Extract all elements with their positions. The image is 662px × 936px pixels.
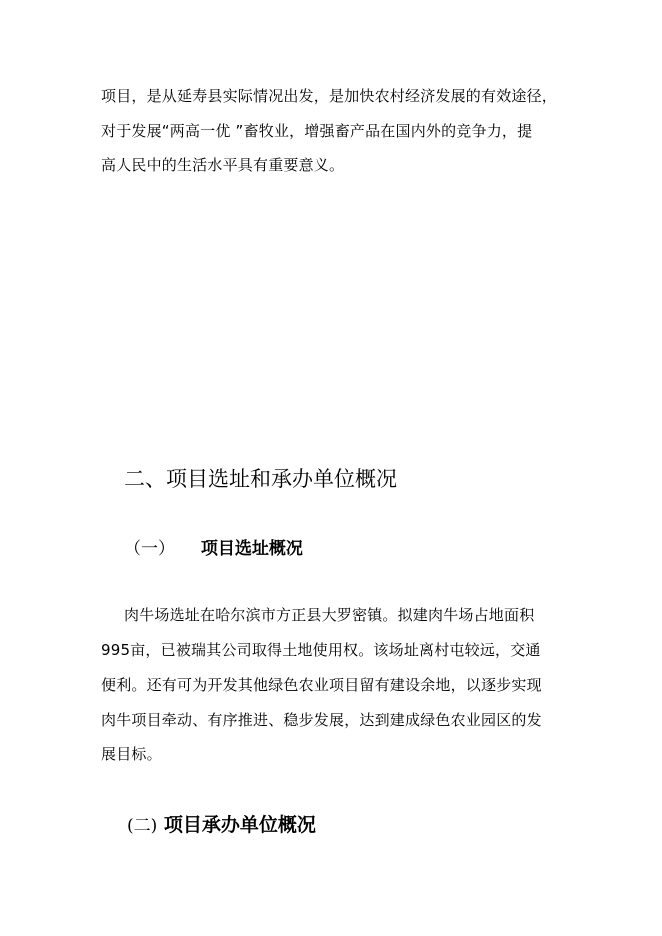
body-line-4: 肉牛项目牵动、有序推进、稳步发展，达到建成绿色农业园区的发 [101, 711, 542, 729]
body-line-1: 肉牛场选址在哈尔滨市方正县大罗密镇。拟建肉牛场占地面积 [124, 606, 535, 624]
subsection-1-title: 项目选址概况 [200, 539, 303, 559]
subsection-2-title: 项目承办单位概况 [163, 814, 316, 836]
body-line-3: 便利。还有可为开发其他绿色农业项目留有建设余地，以逐步实现 [101, 676, 542, 694]
subsection-2-number: (二) [127, 816, 158, 836]
section-heading: 二、项目选址和承办单位概况 [124, 467, 397, 491]
intro-line-3: 高人民中的生活水平具有重要意义。 [101, 156, 345, 174]
subsection-1-number: （一） [124, 539, 175, 559]
body-line-5: 展目标。 [101, 745, 162, 763]
subsection-1-heading [124, 537, 303, 561]
intro-line-1: 项目，是从延寿县实际情况出发，是加快农村经济发展的有效途径， [101, 87, 558, 105]
subsection-2-heading [127, 812, 316, 839]
intro-line-2: 对于发展“两高一优 ”畜牧业，增强畜产品在国内外的竞争力，提 [101, 122, 533, 140]
body-line-2: 995亩，已被瑞其公司取得土地使用权。该场址离村屯较远，交通 [101, 641, 541, 659]
